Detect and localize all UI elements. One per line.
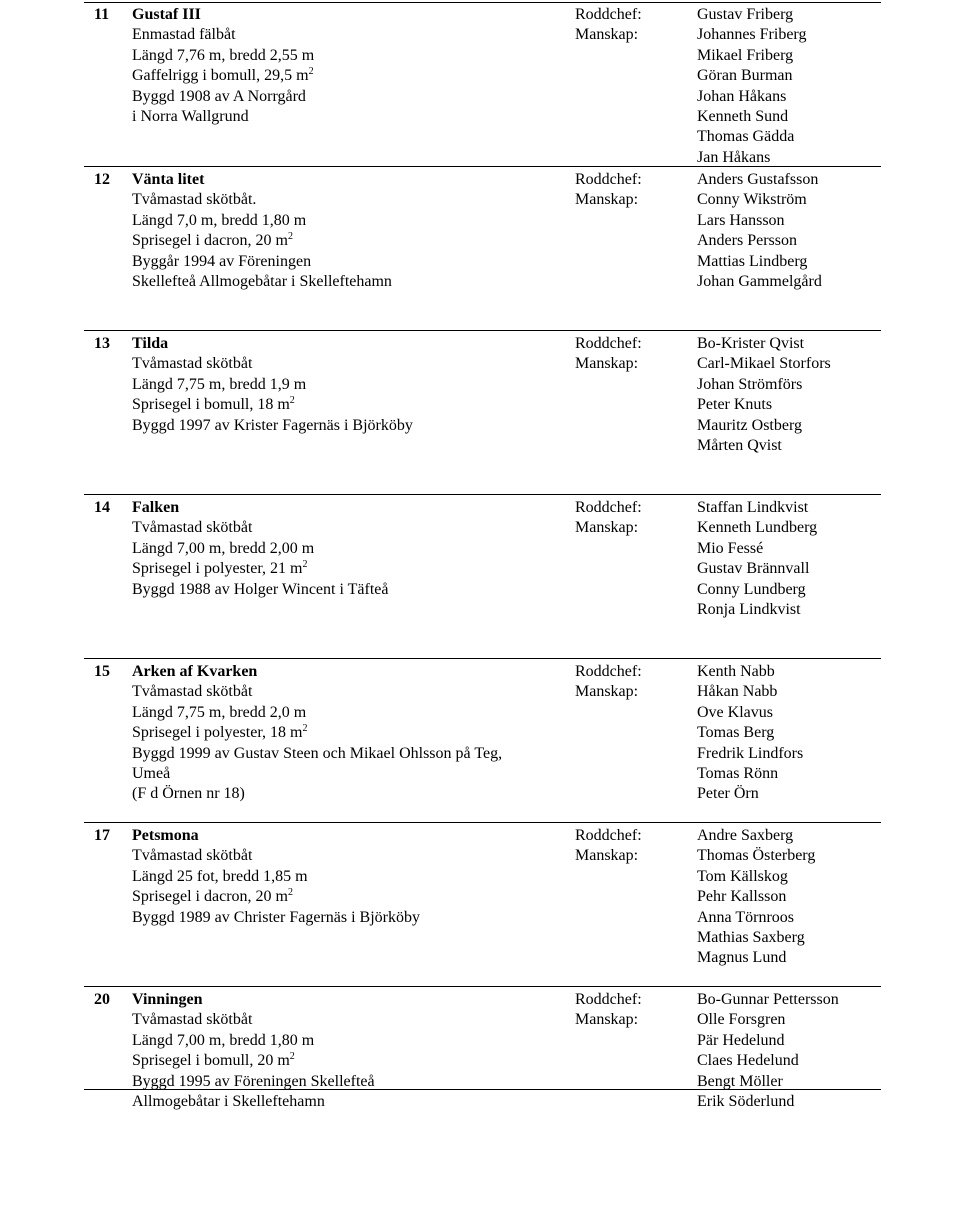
manskap-label: Manskap: [575, 683, 639, 701]
roddchef-label: Roddchef: [575, 991, 642, 1008]
roddchef-label: Roddchef: [575, 663, 642, 680]
boat-detail-line: Sprisegel i bomull, 18 $m^2$ [132, 395, 295, 414]
boat-detail-line: Tvåmastad skötbåt. [132, 191, 257, 209]
boat-detail-line: Allmogebåtar i Skelleftehamn [132, 1093, 325, 1110]
boat-detail-line: Längd 7,00 m, bredd 1,80 m [132, 1031, 315, 1049]
crew-member: Göran Burman [697, 67, 793, 85]
boat-detail-line: Sprisegel i polyester, 21 $m^2$ [132, 559, 308, 578]
boat-detail-line: Tvåmastad skötbåt [132, 1011, 253, 1029]
superscript: 2 [302, 723, 308, 735]
boat-number: 17 [94, 827, 110, 844]
roddchef-name: Staffan Lindkvist [697, 499, 809, 516]
crew-member: Kenneth Sund [697, 108, 789, 125]
boat-number: 15 [94, 663, 110, 680]
boat-detail-line: Umeå [132, 765, 171, 782]
crew-member: Carl-Mikael Storfors [697, 355, 831, 373]
crew-member: Olle Forsgren [697, 1011, 786, 1029]
boat-number: 11 [94, 6, 110, 23]
crew-member: Bengt Möller [697, 1072, 783, 1090]
boat-detail-line: Skellefteå Allmogebåtar i Skelleftehamn [132, 273, 392, 290]
boat-name: Arken af Kvarken [132, 663, 258, 680]
boat-entry [84, 986, 881, 1151]
crew-member: Mio Fessé [697, 539, 764, 557]
boat-name: Tilda [132, 335, 169, 352]
boat-entry [84, 494, 881, 659]
roddchef-name: Gustav Friberg [697, 6, 794, 23]
boat-detail-line: Tvåmastad skötbåt [132, 519, 253, 537]
boat-detail-line: Byggd 1908 av A Norrgård [132, 87, 306, 105]
boat-detail-line: Byggd 1989 av Christer Fagernäs i Björköby [132, 908, 420, 926]
crew-member: Tomas Rönn [697, 765, 779, 782]
crew-member: Håkan Nabb [697, 683, 778, 701]
boat-detail-line: Byggd 1999 av Gustav Steen och Mikael Ohlsson på Teg, [132, 744, 503, 762]
boat-number: 20 [94, 991, 110, 1008]
crew-member: Thomas Österberg [697, 847, 816, 865]
boat-name: Petsmona [132, 827, 199, 844]
roddchef-label: Roddchef: [575, 171, 642, 188]
boat-detail-line: i Norra Wallgrund [132, 108, 249, 125]
crew-member: Claes Hedelund [697, 1052, 799, 1070]
crew-member: Erik Söderlund [697, 1093, 795, 1110]
manskap-label: Manskap: [575, 847, 639, 865]
crew-member: Thomas Gädda [697, 128, 795, 146]
boat-detail-line: Längd 25 fot, bredd 1,85 m [132, 867, 308, 885]
crew-member: Jan Håkans [697, 148, 771, 166]
manskap-label: Manskap: [575, 355, 639, 373]
boat-detail-line: Tvåmastad skötbåt [132, 683, 253, 701]
boat-name: Gustaf III [132, 6, 201, 23]
crew-member: Johan Gammelgård [697, 273, 822, 290]
crew-member: Tomas Berg [697, 724, 775, 742]
manskap-label: Manskap: [575, 26, 639, 44]
boat-number: 14 [94, 499, 110, 516]
crew-member: Mauritz Ostberg [697, 416, 803, 434]
boat-name: Falken [132, 499, 180, 516]
boat-entry [84, 166, 881, 331]
crew-member: Tom Källskog [697, 867, 788, 885]
boat-number: 13 [94, 335, 110, 352]
boat-detail-line: Byggd 1995 av Föreningen Skellefteå [132, 1072, 375, 1090]
crew-member: Conny Wikström [697, 191, 807, 209]
bottom-rule [84, 1089, 881, 1090]
crew-member: Mårten Qvist [697, 437, 782, 454]
boat-entry [84, 658, 881, 823]
crew-member: Conny Lundberg [697, 580, 806, 598]
boat-detail-line: Sprisegel i polyester, 18 $m^2$ [132, 723, 308, 742]
manskap-label: Manskap: [575, 1011, 639, 1029]
superscript: 2 [287, 887, 293, 899]
roddchef-label: Roddchef: [575, 827, 642, 844]
boat-detail-line: Längd 7,75 m, bredd 1,9 m [132, 375, 307, 393]
boat-detail-line: Längd 7,75 m, bredd 2,0 m [132, 703, 307, 721]
boat-detail-line: Tvåmastad skötbåt [132, 355, 253, 373]
crew-member: Mathias Saxberg [697, 929, 805, 946]
crew-member: Lars Hansson [697, 211, 785, 229]
roddchef-label: Roddchef: [575, 335, 642, 352]
crew-member: Anna Törnroos [697, 908, 795, 926]
roddchef-name: Andre Saxberg [697, 827, 794, 844]
superscript: 2 [289, 395, 295, 407]
crew-member: Mikael Friberg [697, 46, 794, 64]
roddchef-name: Kenth Nabb [697, 663, 775, 680]
crew-member: Peter Örn [697, 785, 759, 803]
boat-detail-line: Byggd 1988 av Holger Wincent i Täfteå [132, 580, 389, 598]
crew-member: Johan Strömförs [697, 375, 803, 393]
crew-member: Gustav Brännvall [697, 560, 810, 578]
boat-number: 12 [94, 171, 110, 188]
superscript: 2 [289, 1051, 295, 1063]
crew-member: Ove Klavus [697, 703, 773, 721]
boat-detail-line: Längd 7,0 m, bredd 1,80 m [132, 211, 307, 229]
crew-member: Johannes Friberg [697, 26, 807, 44]
boat-detail-line: Sprisegel i dacron, 20 $m^2$ [132, 231, 293, 250]
roddchef-name: Bo-Gunnar Pettersson [697, 991, 839, 1008]
crew-member: Fredrik Lindfors [697, 744, 804, 762]
crew-member: Pehr Kallsson [697, 888, 787, 906]
superscript: 2 [308, 66, 314, 78]
crew-member: Ronja Lindkvist [697, 601, 801, 618]
boat-entry [84, 822, 881, 987]
manskap-label: Manskap: [575, 191, 639, 209]
boat-detail-line: (F d Örnen nr 18) [132, 785, 245, 803]
crew-member: Anders Persson [697, 232, 797, 250]
roddchef-name: Anders Gustafsson [697, 171, 819, 188]
superscript: 2 [287, 231, 293, 243]
superscript: 2 [302, 559, 308, 571]
boat-detail-line: Längd 7,00 m, bredd 2,00 m [132, 539, 315, 557]
boat-entry [84, 330, 881, 495]
crew-member: Pär Hedelund [697, 1031, 785, 1049]
boat-name: Vänta litet [132, 171, 205, 188]
boat-detail-line: Byggd 1997 av Krister Fagernäs i Björköby [132, 416, 413, 434]
crew-member: Peter Knuts [697, 396, 773, 414]
roddchef-label: Roddchef: [575, 499, 642, 516]
manskap-label: Manskap: [575, 519, 639, 537]
boat-detail-line: Gaffelrigg i bomull, 29,5 $m^2$ [132, 66, 314, 85]
boat-detail-line: Sprisegel i dacron, 20 $m^2$ [132, 887, 293, 906]
roddchef-name: Bo-Krister Qvist [697, 335, 805, 352]
crew-member: Mattias Lindberg [697, 252, 808, 270]
boat-detail-line: Längd 7,76 m, bredd 2,55 m [132, 46, 315, 64]
crew-member: Johan Håkans [697, 87, 787, 105]
crew-member: Kenneth Lundberg [697, 519, 818, 537]
boat-entry [84, 2, 881, 167]
boat-detail-line: Sprisegel i bomull, 20 $m^2$ [132, 1051, 295, 1070]
boat-detail-line: Byggår 1994 av Föreningen [132, 252, 312, 270]
roddchef-label: Roddchef: [575, 6, 642, 23]
crew-member: Magnus Lund [697, 949, 787, 967]
boat-detail-line: Tvåmastad skötbåt [132, 847, 253, 865]
boat-detail-line: Enmastad fälbåt [132, 26, 236, 44]
boat-name: Vinningen [132, 991, 203, 1008]
